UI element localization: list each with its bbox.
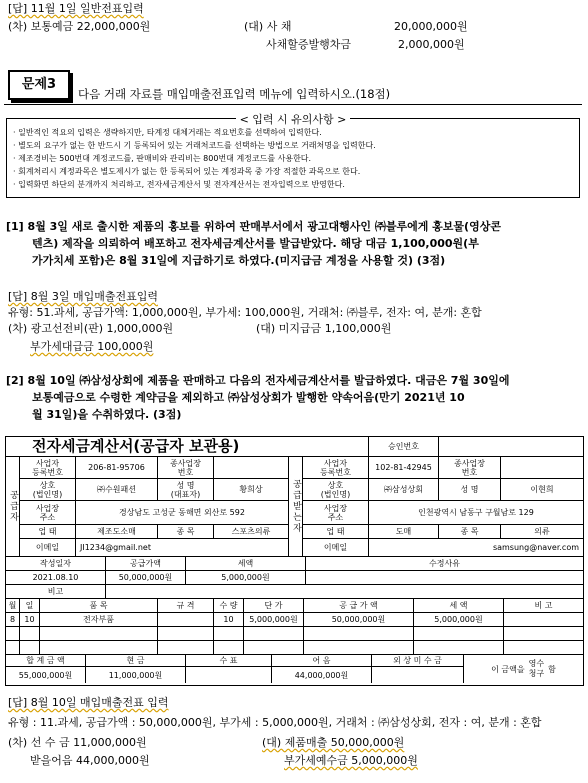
total-header-note: 어 음: [272, 655, 372, 667]
tax-label: 세액: [186, 557, 306, 571]
supplier-reg-no: 206-81-95706: [76, 457, 158, 479]
item-empty-cell: [40, 627, 158, 641]
answer-2-credit-1: (대) 제품매출 50,000,000원: [262, 736, 405, 749]
item-supply: 50,000,000원: [304, 613, 414, 627]
supply-amount: 50,000,000원: [106, 571, 186, 585]
answer-1-debit-2: 부가세대급금 100,000원: [30, 340, 154, 353]
item-header-name: 품 목: [40, 599, 158, 613]
supplier-address: 경상남도 고성군 동해면 외산로 592: [76, 501, 289, 525]
answer-2-type: 유형 : 11.과세, 공급가액 : 50,000,000원, 부가세 : 5,000,000원, 거래처 : ㈜삼성상회, 전자 : 여, 분개 : 혼합: [8, 716, 542, 729]
question-2: [6, 372, 580, 423]
prev-credit-amount-1: 20,000,000원: [394, 20, 468, 33]
modify-reason: [306, 571, 583, 585]
item-empty-cell: [6, 627, 20, 641]
buyer-biz-item: 의류: [501, 525, 583, 539]
prev-credit-account-1: (대) 사 채: [244, 20, 292, 33]
supplier-biz-item: 스포츠의류: [214, 525, 289, 539]
approval-value: [439, 437, 583, 457]
caution-item: · 제조경비는 500번대 계정코드를, 판매비와 관리비는 800번대 계정코드를 사용한다.: [13, 154, 312, 163]
item-header-month: 월: [6, 599, 20, 613]
claim-options: [529, 659, 544, 679]
item-header-qty: 수 량: [214, 599, 244, 613]
issue-date: 2021.08.10: [6, 571, 106, 585]
buyer-rep-label: 성 명: [439, 479, 501, 501]
item-empty-cell: [414, 641, 504, 655]
tax-amount: 5,000,000원: [186, 571, 306, 585]
buyer-reg-label: 사업자 등록번호: [303, 457, 369, 479]
item-header-supply: 공 급 가 액: [304, 599, 414, 613]
item-header-tax: 세 액: [414, 599, 504, 613]
question-2-line: [2] 8월 10일 ㈜삼성상회에 제품을 판매하고 다음의 전자세금계산서를 발급하였다. 대금은 7월 30일에: [6, 374, 510, 387]
item-header-note: 비 고: [504, 599, 583, 613]
claim-suffix: 함: [548, 664, 556, 674]
total-header-check: 수 표: [186, 655, 272, 667]
supplier-branch-label: 종사업장 번호: [158, 457, 214, 479]
caution-item: · 일반적인 적요의 입력은 생략하지만, 타계정 대체거래는 적요번호를 선택하여 입력한다.: [13, 128, 322, 137]
tax-invoice: [5, 436, 584, 686]
supplier-name-label: 상호 (법인명): [20, 479, 76, 501]
question-1-line: 텐츠) 제작을 의뢰하여 배포하고 전자세금계산서를 발급받았다. 해당 대금 1,100,000원(부: [32, 237, 479, 250]
buyer-biz-type-label: 업 태: [303, 525, 369, 539]
item-empty-cell: [504, 641, 583, 655]
supplier-rep: 황희상: [214, 479, 289, 501]
question-1: [6, 218, 580, 269]
supplier-biz-type-label: 업 태: [20, 525, 76, 539]
question-2-line: 보통예금으로 수령한 계약금을 제외하고 ㈜삼성상회가 발행한 약속어음(만기 2021년 10: [32, 391, 465, 404]
caution-item: · 별도의 요구가 없는 한 반드시 기 등록되어 있는 거래처코드를 선택하는 방법으로 거래처명을 입력한다.: [13, 141, 376, 150]
item-header-spec: 규 격: [158, 599, 214, 613]
item-month: 8: [6, 613, 20, 627]
buyer-branch-label: 종사업장 번호: [439, 457, 501, 479]
item-empty-cell: [6, 641, 20, 655]
supplier-email: JI1234@gmail.net: [76, 539, 289, 557]
note-value: [106, 585, 583, 599]
item-empty-cell: [214, 641, 244, 655]
question-1-line: [1] 8월 3일 새로 출시한 제품의 홍보를 위하여 판매부서에서 광고대행사인 ㈜블루에게 홍보물(영상콘: [6, 220, 501, 233]
caution-item: · 회계처리시 계정과목은 별도제시가 없는 한 등록되어 있는 계정과목 중 가장 적절한 과목으로 한다.: [13, 167, 361, 176]
supplier-addr-label: 사업장 주소: [20, 501, 76, 525]
problem-number-badge: 문제3: [8, 70, 70, 100]
date-label: 작성일자: [6, 557, 106, 571]
note-label: 비고: [6, 585, 106, 599]
total-header-sum: 합 계 금 액: [6, 655, 86, 667]
total-check: [186, 667, 272, 683]
prev-credit-account-2: 사채할증발행차금: [266, 38, 352, 51]
item-empty-cell: [244, 627, 304, 641]
buyer-biz-item-label: 종 목: [439, 525, 501, 539]
item-header-unit-price: 단 가: [244, 599, 304, 613]
buyer-reg-no: 102-81-42945: [369, 457, 439, 479]
caution-item: · 입력화면 하단의 분개까지 처리하고, 전자세금계산서 및 전자계산서는 전자입력으로 반영한다.: [13, 180, 345, 189]
approval-label: 승인번호: [369, 437, 439, 457]
buyer-name-label: 상호 (법인명): [303, 479, 369, 501]
item-unit-price: 5,000,000원: [244, 613, 304, 627]
buyer-address: 인천광역시 남동구 구월남로 129: [369, 501, 583, 525]
total-sum: 55,000,000원: [6, 667, 86, 683]
item-empty-cell: [20, 641, 40, 655]
buyer-addr-label: 사업장 주소: [303, 501, 369, 525]
item-empty-cell: [504, 627, 583, 641]
invoice-title: 전자세금계산서(공급자 보관용): [6, 437, 369, 457]
answer-1-credit-1: (대) 미지급금 1,100,000원: [256, 322, 392, 335]
answer-2-debit-2: 받을어음 44,000,000원: [30, 754, 150, 767]
item-empty-cell: [20, 627, 40, 641]
supplier-branch-no: [214, 457, 289, 479]
buyer-biz-type: 도매: [369, 525, 439, 539]
item-tax: 5,000,000원: [414, 613, 504, 627]
supplier-rep-label: 성 명 (대표자): [158, 479, 214, 501]
item-empty-cell: [158, 641, 214, 655]
answer-2-label: [답] 8월 10일 매입매출전표 입력: [8, 696, 169, 709]
buyer-email-label: 이메일: [303, 539, 369, 557]
supplier-reg-label: 사업자 등록번호: [20, 457, 76, 479]
item-spec: [158, 613, 214, 627]
claim-option-receipt: 영수: [528, 659, 545, 668]
answer-2-debit-1: (차) 선 수 금 11,000,000원: [8, 736, 147, 749]
answer-1-label: [답] 8월 3일 매입매출전표입력: [8, 290, 158, 303]
caution-title: < 입력 시 유의사항 >: [236, 113, 351, 126]
buyer-rep: 이현희: [501, 479, 583, 501]
item-empty-cell: [304, 641, 414, 655]
item-empty-cell: [304, 627, 414, 641]
supplier-email-label: 이메일: [20, 539, 76, 557]
claim-option-claim: 청구: [528, 669, 545, 678]
supplier-name: ㈜수원패션: [76, 479, 158, 501]
item-empty-cell: [244, 641, 304, 655]
item-name: 전자부품: [40, 613, 158, 627]
answer-1-debit-1: (차) 광고선전비(판) 1,000,000원: [8, 322, 174, 335]
item-empty-cell: [214, 627, 244, 641]
supply-label: 공급가액: [106, 557, 186, 571]
supplier-biz-item-label: 종 목: [158, 525, 214, 539]
question-2-line: 월 31일)을 수취하였다. (3점): [32, 408, 182, 421]
buyer-branch-no: [501, 457, 583, 479]
total-header-receivable: 외 상 미 수 금: [372, 655, 464, 667]
buyer-email: samsung@naver.com: [369, 539, 583, 557]
claim-text: 이 금액을: [491, 664, 525, 674]
total-cash: 11,000,000원: [86, 667, 186, 683]
prev-answer-label: [답] 11월 1일 일반전표입력: [8, 2, 144, 15]
problem-divider: [4, 104, 582, 105]
claim-box: [464, 655, 583, 683]
question-1-line: 가가치세 포함)은 8월 31일에 지급하기로 하였다.(미지급금 계정을 사용할 것) (3점): [32, 254, 446, 267]
prev-debit-line: (차) 보통예금 22,000,000원: [8, 20, 151, 33]
buyer-name: ㈜삼성상회: [369, 479, 439, 501]
problem-title: 다음 거래 자료를 매입매출전표입력 메뉴에 입력하시오.(18점): [78, 87, 391, 101]
caution-box: [6, 113, 580, 198]
total-receivable: [372, 667, 464, 683]
answer-2-credit-2: 부가세예수금 5,000,000원: [284, 754, 418, 767]
supplier-vertical-label: 공급자: [6, 457, 20, 557]
total-note: 44,000,000원: [272, 667, 372, 683]
supplier-biz-type: 제조도소매: [76, 525, 158, 539]
item-empty-cell: [414, 627, 504, 641]
item-empty-cell: [40, 641, 158, 655]
prev-credit-amount-2: 2,000,000원: [398, 38, 465, 51]
item-header-day: 일: [20, 599, 40, 613]
item-qty: 10: [214, 613, 244, 627]
total-header-cash: 현 금: [86, 655, 186, 667]
modify-reason-label: 수정사유: [306, 557, 583, 571]
item-note: [504, 613, 583, 627]
buyer-vertical-label: 공급받는자: [289, 457, 303, 557]
item-day: 10: [20, 613, 40, 627]
answer-1-type: 유형: 51.과세, 공급가액: 1,000,000원, 부가세: 100,000원, 거래처: ㈜블루, 전자: 여, 분개: 혼합: [8, 306, 482, 319]
item-empty-cell: [158, 627, 214, 641]
